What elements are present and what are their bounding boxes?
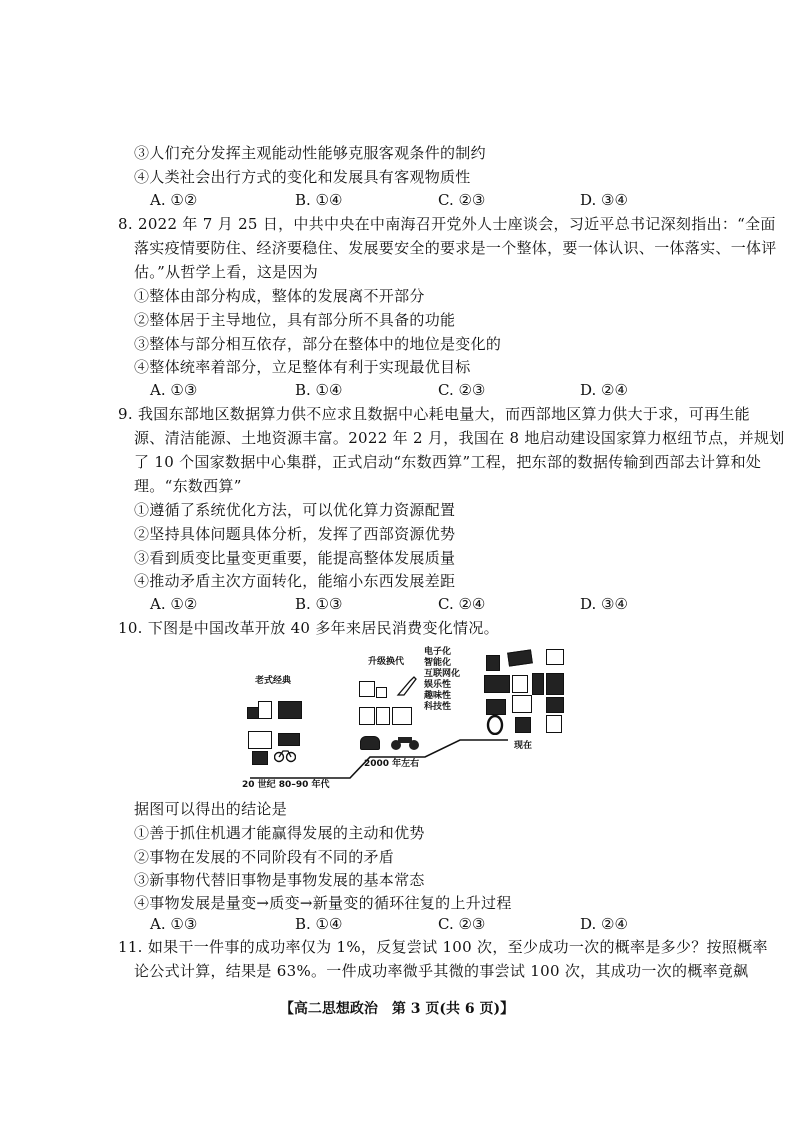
smart-tv-icon bbox=[484, 675, 510, 693]
telephone-icon bbox=[258, 701, 272, 719]
choice-b: B. ①③ bbox=[295, 595, 343, 613]
choice-b: B. ①④ bbox=[295, 191, 343, 209]
q8-option-2: ②整体居于主导地位，具有部分所不具备的功能 bbox=[134, 311, 456, 329]
tape-recorder-icon bbox=[278, 733, 300, 746]
vacuum-icon bbox=[546, 649, 564, 665]
q7-choices bbox=[150, 189, 750, 211]
q10-prompt: 据图可以得出的结论是 bbox=[134, 800, 288, 818]
stage3-label: 现在 bbox=[514, 741, 533, 751]
choice-d: D. ②④ bbox=[580, 915, 628, 933]
refrigerator-icon bbox=[359, 707, 375, 725]
q8-option-1: ①整体由部分构成，整体的发展离不开部分 bbox=[134, 287, 425, 305]
choice-d: D. ③④ bbox=[580, 595, 628, 613]
q9-option-4: ④推动矛盾主次方面转化，能缩小东西发展差距 bbox=[134, 572, 456, 590]
stage3-trait-1: 电子化 bbox=[424, 647, 452, 657]
stage1-label: 20 世纪 80–90 年代 bbox=[242, 780, 330, 790]
q9-stem-line-4: 理。“东数西算” bbox=[134, 477, 242, 495]
choice-a: A. ①② bbox=[150, 191, 198, 209]
choice-a: A. ①② bbox=[150, 595, 198, 613]
q10-option-1: ①善于抓住机遇才能赢得发展的主动和优势 bbox=[134, 824, 425, 842]
robot-vacuum-icon bbox=[546, 697, 564, 713]
stage3-trait-2: 智能化 bbox=[424, 658, 452, 668]
radio-icon bbox=[278, 701, 302, 719]
stage2-label: 2000 年左右 bbox=[364, 759, 420, 769]
q10-stem: 10. 下图是中国改革开放 40 多年来居民消费变化情况。 bbox=[118, 619, 499, 637]
air-purifier-icon bbox=[546, 673, 564, 695]
q9-stem-line-2: 源、清洁能源、土地资源丰富。2022 年 2 月，我国在 8 地启动建设国家算力枢纽节点，并规划 bbox=[134, 429, 785, 447]
pager-icon bbox=[376, 687, 387, 698]
choice-c: C. ②③ bbox=[438, 191, 486, 209]
stage3-trait-3: 互联网化 bbox=[424, 669, 461, 679]
sewing-machine-icon bbox=[252, 751, 268, 765]
cup-icon bbox=[546, 715, 562, 733]
q10-choices bbox=[150, 913, 750, 935]
q9-stem-line-1: 9. 我国东部地区数据算力供不应求且数据中心耗电量大，而西部地区算力供大于求，可再生能 bbox=[118, 405, 750, 423]
q11-stem-line-2: 论公式计算，结果是 63%。一件成功率微乎其微的事尝试 100 次，其成功一次的概率竟飙 bbox=[134, 962, 749, 980]
game-console-icon bbox=[486, 699, 506, 715]
washing-machine-icon bbox=[392, 707, 412, 725]
microwave-icon bbox=[512, 695, 532, 713]
smart-speaker-icon bbox=[532, 673, 544, 695]
helmet-icon bbox=[360, 736, 380, 750]
choice-c: C. ②③ bbox=[438, 915, 486, 933]
stage1-title: 老式经典 bbox=[255, 676, 292, 686]
stair-line bbox=[240, 645, 585, 795]
q8-choices bbox=[150, 379, 750, 401]
consumption-change-figure bbox=[240, 645, 585, 795]
stage3-trait-6: 科技性 bbox=[424, 702, 452, 712]
q7-option-4: ④人类社会出行方式的变化和发展具有客观物质性 bbox=[134, 168, 471, 186]
q8-option-4: ④整体统率着部分，立足整体有利于实现最优目标 bbox=[134, 358, 471, 376]
bicycle-icon bbox=[274, 749, 296, 763]
phone-handset-icon bbox=[359, 681, 375, 697]
q7-option-3: ③人们充分发挥主观能动性能够克服客观条件的制约 bbox=[134, 144, 486, 162]
q10-option-2: ②事物在发展的不同阶段有不同的矛盾 bbox=[134, 848, 395, 866]
motorcycle-icon bbox=[390, 733, 420, 751]
page-footer: 【高二思想政治 第 3 页(共 6 页)】 bbox=[279, 1001, 515, 1017]
choice-d: D. ②④ bbox=[580, 381, 628, 399]
q8-option-3: ③整体与部分相互依存，部分在整体中的地位是变化的 bbox=[134, 335, 502, 353]
q9-option-1: ①遵循了系统优化方法，可以优化算力资源配置 bbox=[134, 501, 456, 519]
q11-stem-line-1: 11. 如果干一件事的成功率仅为 1%，反复尝试 100 次，至少成功一次的概率是多少？按照概率 bbox=[118, 938, 768, 956]
choice-c: C. ②③ bbox=[438, 381, 486, 399]
tv-icon bbox=[248, 731, 272, 749]
mobile-phone-icon bbox=[396, 675, 418, 697]
q9-option-3: ③看到质变比量变更重要，能提高整体发展质量 bbox=[134, 549, 456, 567]
choice-a: A. ①③ bbox=[150, 381, 198, 399]
choice-a: A. ①③ bbox=[150, 915, 198, 933]
stage2-title: 升级换代 bbox=[368, 657, 405, 667]
q10-option-3: ③新事物代替旧事物是事物发展的基本常态 bbox=[134, 871, 425, 889]
stage3-trait-5: 趣味性 bbox=[424, 691, 452, 701]
q8-stem-line-3: 估。”从哲学上看，这是因为 bbox=[134, 263, 319, 281]
q8-stem-line-2: 落实疫情要防住、经济要稳住、发展要安全的要求是一个整体，要一体认识、一体落实、一体评 bbox=[134, 239, 777, 257]
fridge-icon bbox=[376, 707, 390, 725]
choice-b: B. ①④ bbox=[295, 381, 343, 399]
choice-d: D. ③④ bbox=[580, 191, 628, 209]
tablet-icon bbox=[512, 675, 528, 693]
q9-stem-line-3: 了 10 个国家数据中心集群，正式启动“东数西算”工程，把东部的数据传输到西部去计算和处 bbox=[134, 453, 762, 471]
camera-icon bbox=[515, 717, 531, 733]
q10-option-4: ④事物发展是量变→质变→新量变的循环往复的上升过程 bbox=[134, 894, 512, 912]
q8-stem-line-1: 8. 2022 年 7 月 25 日，中共中央在中南海召开党外人士座谈会，习近平总书记深刻指出：“全面 bbox=[118, 215, 776, 233]
choice-c: C. ②④ bbox=[438, 595, 486, 613]
stage3-trait-4: 娱乐性 bbox=[424, 680, 452, 690]
smartphone-icon bbox=[486, 655, 500, 671]
choice-b: B. ①④ bbox=[295, 915, 343, 933]
q9-option-2: ②坚持具体问题具体分析，发挥了西部资源优势 bbox=[134, 525, 456, 543]
q9-choices bbox=[150, 593, 750, 615]
smart-ring-icon bbox=[484, 715, 506, 735]
